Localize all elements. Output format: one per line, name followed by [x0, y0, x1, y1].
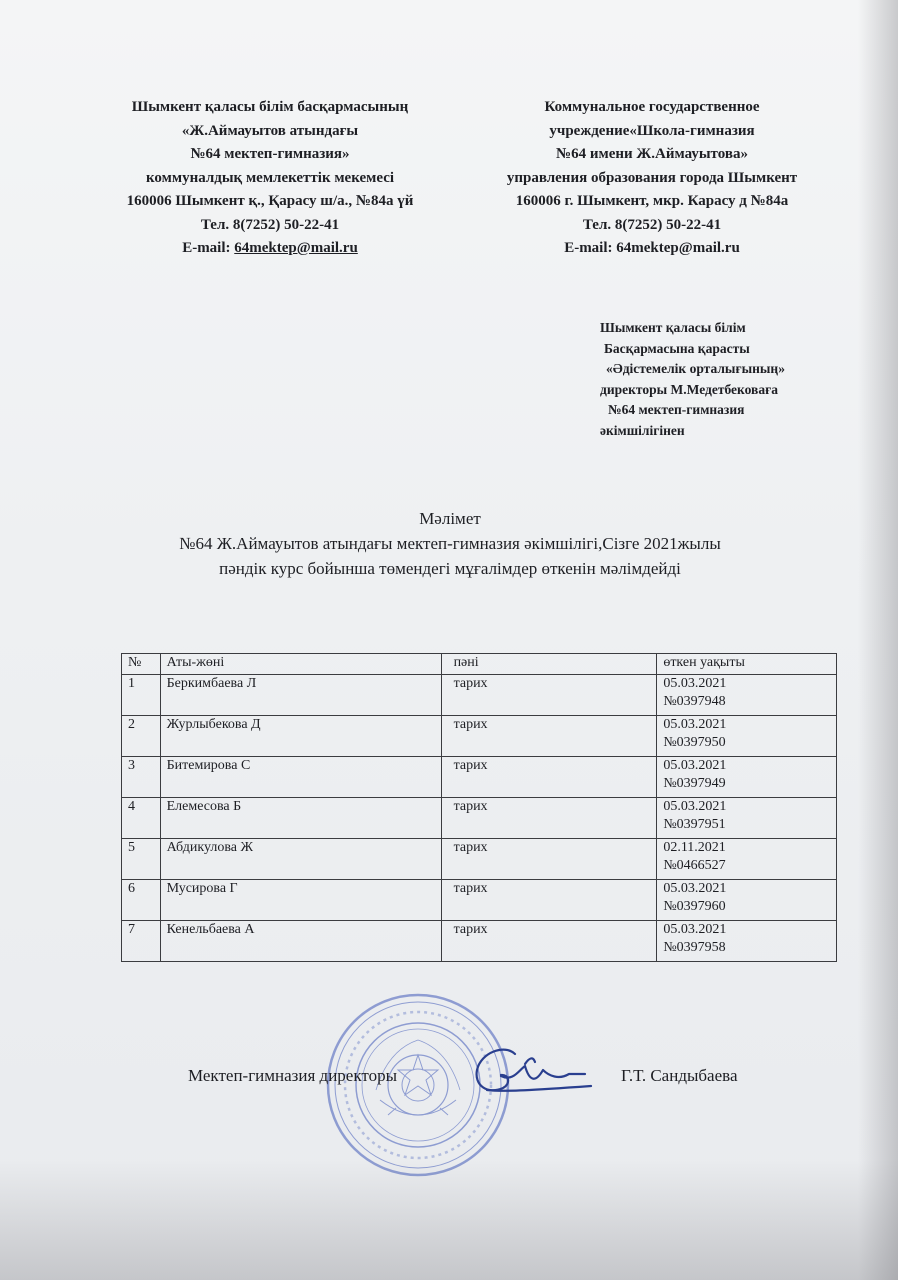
letterhead-line: Шымкент қаласы білім басқармасының [131, 99, 409, 115]
teachers-table [121, 653, 837, 962]
document-title: Мәлімет [419, 509, 481, 528]
completion-cell [657, 798, 837, 839]
paper-shadow-bottom [0, 1160, 898, 1280]
letterhead-line: коммуналдық мемлекеттік мекемесі [145, 169, 395, 186]
completion-cell [657, 839, 837, 880]
subject: тарих [441, 757, 657, 798]
completion-date: 02.11.2021 [663, 840, 726, 855]
letterhead-line: №64 мектеп-гимназия» [190, 146, 350, 162]
letterhead-russian [462, 96, 842, 261]
completion-date: 05.03.2021 [663, 799, 727, 814]
addressee-block [600, 318, 860, 441]
subject: тарих [441, 798, 657, 839]
row-number: 5 [122, 839, 161, 880]
addressee-line: «Әдістемелік орталығының» [606, 361, 785, 376]
certificate-number: №0397950 [663, 735, 726, 750]
addressee-line: Басқармасына қарасты [604, 340, 750, 356]
teacher-name: Мусирова Г [160, 880, 441, 921]
teacher-name: Журлыбекова Д [160, 716, 441, 757]
table-row [122, 757, 837, 798]
addressee-line: директоры М.Медетбековаға [600, 381, 778, 397]
completion-date: 05.03.2021 [663, 758, 727, 773]
table-row [122, 839, 837, 880]
signature-position-label: Мектеп-гимназия директоры [188, 1066, 398, 1085]
subject: тарих [441, 880, 657, 921]
table-row [122, 798, 837, 839]
letterhead-line: E-mail: 64mektep@mail.ru [564, 240, 740, 256]
letterhead-line: Тел. 8(7252) 50-22-41 [200, 216, 340, 233]
paper-shadow-right [858, 0, 898, 1280]
column-header-subject: пәні [441, 654, 657, 675]
teacher-name: Кенельбаева А [160, 921, 441, 962]
letterhead-line: №64 имени Ж.Аймауытова» [556, 146, 748, 162]
completion-date: 05.03.2021 [663, 881, 727, 896]
row-number: 1 [122, 675, 161, 716]
table-row [122, 921, 837, 962]
addressee-line: әкімшілігінен [600, 422, 685, 438]
letterhead-line: Тел. 8(7252) 50-22-41 [582, 216, 722, 233]
subject: тарих [441, 921, 657, 962]
completion-date: 05.03.2021 [663, 717, 727, 732]
row-number: 7 [122, 921, 161, 962]
completion-date: 05.03.2021 [663, 922, 727, 937]
row-number: 2 [122, 716, 161, 757]
email-link[interactable]: 64mektep@mail.ru [234, 240, 358, 256]
teacher-name: Битемирова С [160, 757, 441, 798]
certificate-number: №0397949 [663, 776, 726, 791]
table-row [122, 880, 837, 921]
letterhead-email-row [80, 237, 460, 261]
letterhead-line: «Ж.Аймауытов атындағы [181, 122, 359, 139]
completion-cell [657, 675, 837, 716]
teacher-name: Беркимбаева Л [160, 675, 441, 716]
column-header-number: № [122, 654, 161, 675]
teacher-name: Елемесова Б [160, 798, 441, 839]
letterhead-line: Коммунальное государственное [544, 99, 760, 115]
subject: тарих [441, 839, 657, 880]
table-header-row [122, 654, 837, 675]
letterhead-line: управления образования города Шымкент [506, 169, 798, 186]
teacher-name: Абдикулова Ж [160, 839, 441, 880]
column-header-date: өткен уақыты [657, 654, 837, 675]
certificate-number: №0397948 [663, 694, 726, 709]
director-signature [465, 1040, 595, 1110]
column-header-name: Аты-жөні [160, 654, 441, 675]
table-row [122, 716, 837, 757]
document-body [100, 506, 800, 581]
letterhead-line: 160006 г. Шымкент, мкр. Карасу д №84а [515, 193, 789, 209]
letterhead-line: учреждение«Школа-гимназия [549, 122, 755, 139]
subject: тарих [441, 675, 657, 716]
completion-cell [657, 716, 837, 757]
document-text-line: №64 Ж.Аймауытов атындағы мектеп-гимназия әкімшілігі,Сізге 2021жылы [179, 534, 721, 553]
certificate-number: №0397960 [663, 899, 726, 914]
letterhead-kazakh [80, 96, 460, 261]
addressee-line: №64 мектеп-гимназия [608, 402, 745, 417]
certificate-number: №0397958 [663, 940, 726, 955]
certificate-number: №0466527 [663, 858, 726, 873]
addressee-line: Шымкент қаласы білім [600, 320, 746, 335]
row-number: 4 [122, 798, 161, 839]
completion-cell [657, 880, 837, 921]
completion-cell [657, 757, 837, 798]
email-label: E-mail: [182, 240, 231, 256]
completion-date: 05.03.2021 [663, 676, 727, 691]
document-text-line: пәндік курс бойынша төмендегі мұғалімдер өткенін мәлімдейді [219, 559, 681, 578]
subject: тарих [441, 716, 657, 757]
row-number: 3 [122, 757, 161, 798]
letterhead-line: 160006 Шымкент қ., Қарасу ш/а., №84а үй [126, 193, 414, 209]
signatory-name: Г.Т. Сандыбаева [621, 1066, 738, 1085]
row-number: 6 [122, 880, 161, 921]
table-row [122, 675, 837, 716]
certificate-number: №0397951 [663, 817, 726, 832]
completion-cell [657, 921, 837, 962]
